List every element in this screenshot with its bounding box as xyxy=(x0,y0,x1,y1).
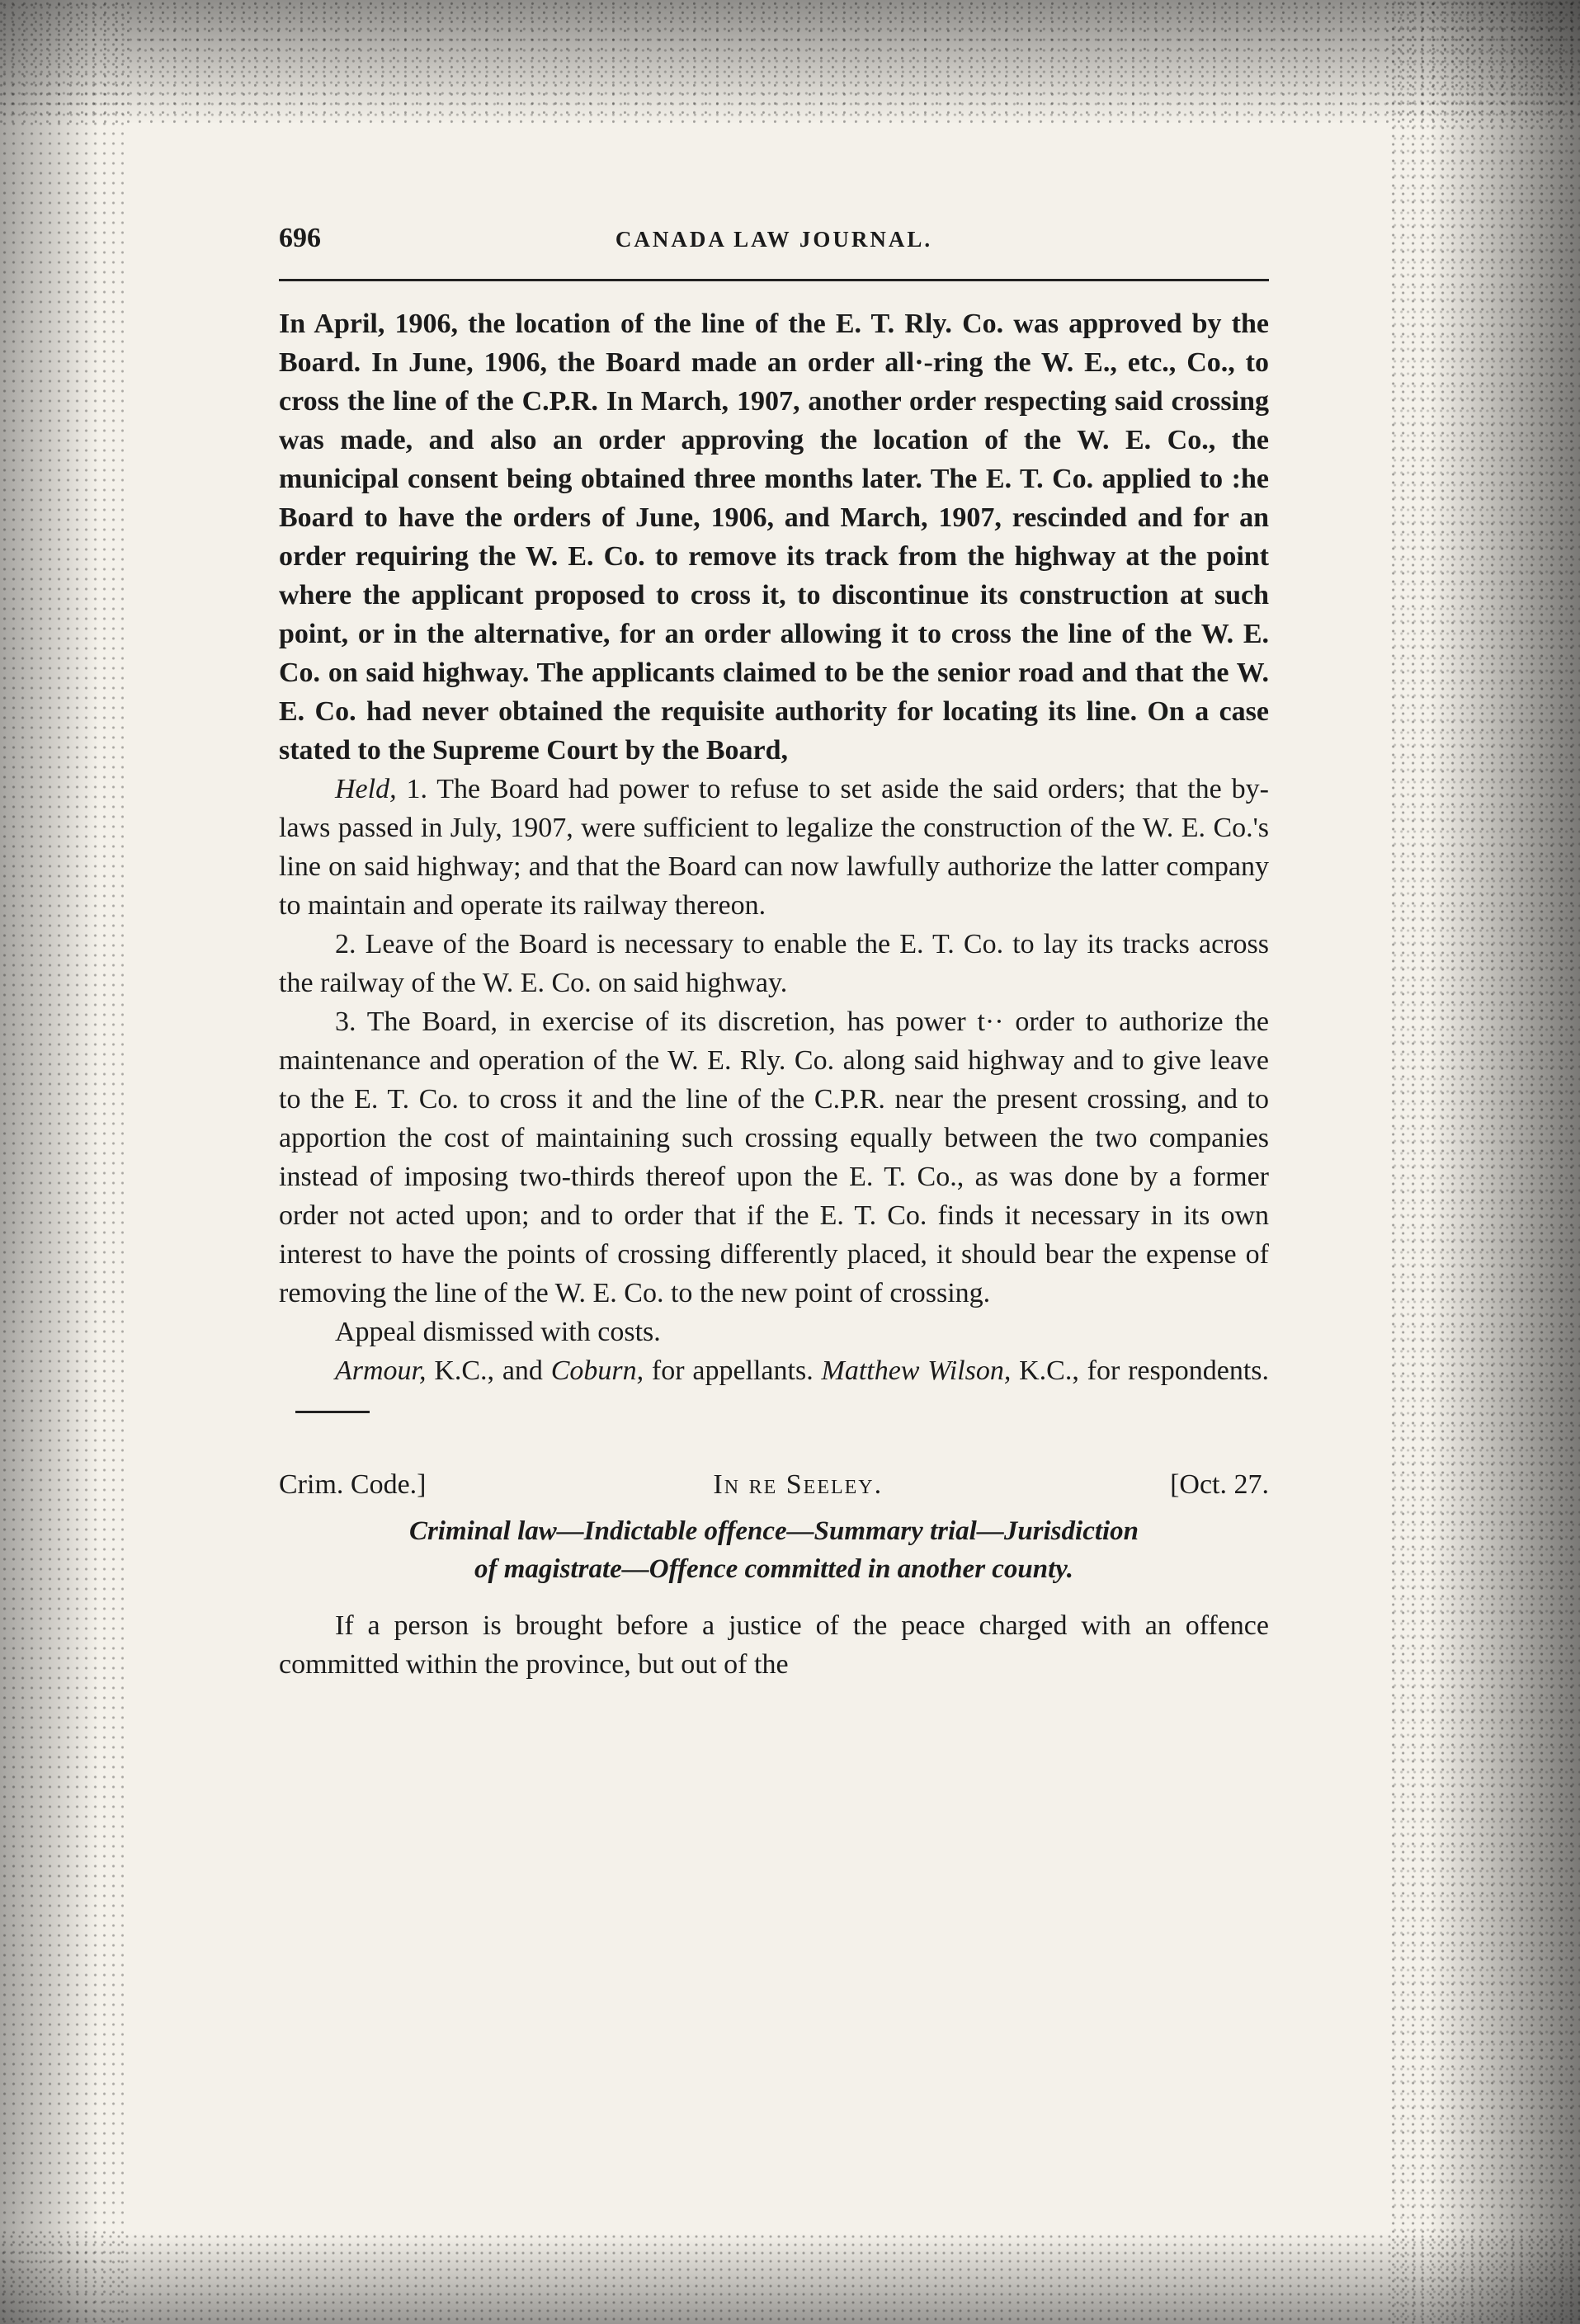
counsel-text-2: for appellants. xyxy=(644,1355,822,1386)
paragraph-new-case: If a person is brought before a justice of the peace charged with an offence committed within the province, but out of the xyxy=(279,1610,1269,1680)
case-category: Crim. Code.] xyxy=(279,1469,427,1500)
counsel-armour: Armour, xyxy=(335,1355,427,1386)
page-number: 696 xyxy=(279,223,321,253)
running-title: CANADA LAW JOURNAL. xyxy=(615,227,933,252)
page xyxy=(279,223,1269,1712)
paragraph-facts: In April, 1906, the location of the line of the E. T. Rly. Co. was approved by the Board. In June, 1906, the Board made an order all·‑ring the W. E., etc., Co., to cross the line of the C.P.R. In March, 1907, another order respecting said crossing was made, and also an order approving the location of the W. E. Co., the municipal consent being obtained three months later. The E. T. Co. applied to :he Board to have the orders of June, 1906, and March, 1907, rescinded and for an order requiring the W. E. Co. to remove its track from the highway at the point where the applicant proposed to cross it, to discontinue its construction at such point, or in the alternative, for an order allowing it to cross the line of the W. E. Co. on said highway. The applicants claimed to be the senior road and that the W. E. Co. had never obtained the requisite authority for locating its line. On a case stated to the Supreme Court by the Board, xyxy=(279,309,1269,766)
case-header xyxy=(279,1465,1269,1504)
counsel-text-1: K.C., and xyxy=(426,1355,551,1386)
counsel-text-3: K.C., for respondents. xyxy=(1011,1355,1269,1386)
case-title: In re Seeley. xyxy=(713,1469,884,1500)
section-divider xyxy=(295,1411,370,1413)
scan-edge-right xyxy=(1390,0,1580,2324)
held-label: Held, xyxy=(335,774,397,804)
counsel-coburn: Coburn, xyxy=(550,1355,644,1386)
headnote xyxy=(279,1512,1269,1588)
body-text xyxy=(279,304,1269,1429)
paragraph-point-2: 2. Leave of the Board is necessary to enable the E. T. Co. to lay its tracks across the railway of the W. E. Co. on said highway. xyxy=(279,929,1269,998)
page-header xyxy=(279,223,1269,281)
held-text: 1. The Board had power to refuse to set aside the said orders; that the by-laws passed in July, 1907, were sufficient to legalize the construction of the W. E. Co.'s line on said highway; and that the Board can now lawfully authorize the latter company to maintain and operate its railway thereon. xyxy=(279,774,1269,921)
case-date: [Oct. 27. xyxy=(1170,1469,1269,1500)
paragraph-held xyxy=(279,770,1269,925)
paragraph-counsel xyxy=(279,1351,1269,1429)
counsel-wilson: Matthew Wilson, xyxy=(821,1355,1012,1386)
scan-edge-bottom xyxy=(0,2233,1580,2324)
paragraph-point-3: 3. The Board, in exercise of its discretion, has power t·· order to authorize the maintenance and operation of the W. E. Rly. Co. along said highway and to give leave to the E. T. Co. to cross it and the line of the C.P.R. near the present crossing, and to apportion the cost of maintaining such crossing equally between the two companies instead of imposing two-thirds thereof upon the E. T. Co., as was done by a former order not acted upon; and to order that if the E. T. Co. finds it necessary in its own interest to have the points of crossing differently placed, it should bear the expense of removing the line of the W. E. Co. to the new point of crossing. xyxy=(279,1006,1269,1308)
headnote-line-1: Criminal law—Indictable offence—Summary trial—Jurisdiction xyxy=(408,1516,1139,1546)
scan-edge-left xyxy=(0,0,124,2324)
paragraph-appeal: Appeal dismissed with costs. xyxy=(335,1317,661,1347)
scan-edge-top xyxy=(0,0,1580,124)
headnote-line-2: of magistrate—Offence committed in another county. xyxy=(474,1554,1073,1584)
